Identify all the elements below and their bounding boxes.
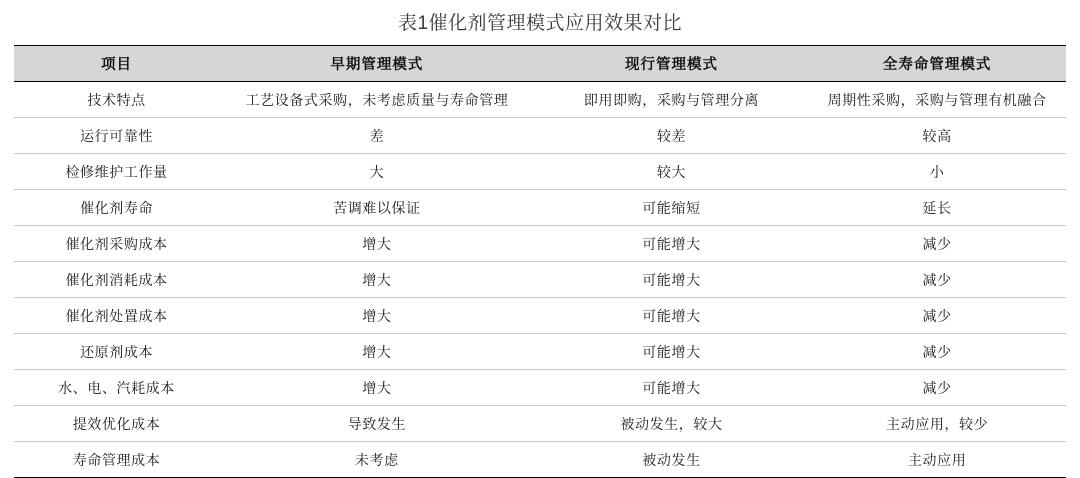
cell-lifecycle-mode: 周期性采购，采购与管理有机融合 bbox=[808, 82, 1066, 118]
table-row bbox=[14, 442, 1066, 478]
cell-current-mode: 可能增大 bbox=[535, 262, 809, 298]
table-row bbox=[14, 82, 1066, 118]
row-label: 水、电、汽耗成本 bbox=[14, 370, 219, 406]
cell-lifecycle-mode: 主动应用 bbox=[808, 442, 1066, 478]
table-row bbox=[14, 226, 1066, 262]
cell-lifecycle-mode: 主动应用，较少 bbox=[808, 406, 1066, 442]
cell-current-mode: 可能增大 bbox=[535, 226, 809, 262]
table-row bbox=[14, 370, 1066, 406]
cell-early-mode: 增大 bbox=[219, 262, 535, 298]
cell-early-mode: 增大 bbox=[219, 370, 535, 406]
cell-lifecycle-mode: 减少 bbox=[808, 298, 1066, 334]
table-body bbox=[14, 82, 1066, 478]
row-label: 催化剂采购成本 bbox=[14, 226, 219, 262]
row-label: 催化剂寿命 bbox=[14, 190, 219, 226]
row-label: 催化剂消耗成本 bbox=[14, 262, 219, 298]
cell-current-mode: 可能缩短 bbox=[535, 190, 809, 226]
row-label: 检修维护工作量 bbox=[14, 154, 219, 190]
row-label: 催化剂处置成本 bbox=[14, 298, 219, 334]
cell-lifecycle-mode: 延长 bbox=[808, 190, 1066, 226]
table-header-row bbox=[14, 46, 1066, 82]
column-header-early-mode: 早期管理模式 bbox=[219, 46, 535, 82]
cell-current-mode: 被动发生，较大 bbox=[535, 406, 809, 442]
cell-early-mode: 增大 bbox=[219, 226, 535, 262]
table-row bbox=[14, 298, 1066, 334]
table-header bbox=[14, 46, 1066, 82]
cell-early-mode: 未考虑 bbox=[219, 442, 535, 478]
cell-current-mode: 可能增大 bbox=[535, 298, 809, 334]
row-label: 提效优化成本 bbox=[14, 406, 219, 442]
table-container bbox=[0, 45, 1080, 478]
row-label: 运行可靠性 bbox=[14, 118, 219, 154]
cell-early-mode: 增大 bbox=[219, 334, 535, 370]
table-row bbox=[14, 406, 1066, 442]
cell-early-mode: 差 bbox=[219, 118, 535, 154]
cell-early-mode: 导致发生 bbox=[219, 406, 535, 442]
cell-current-mode: 即用即购，采购与管理分离 bbox=[535, 82, 809, 118]
row-label: 技术特点 bbox=[14, 82, 219, 118]
table-title: 表1催化剂管理模式应用效果对比 bbox=[397, 13, 683, 34]
column-header-current-mode: 现行管理模式 bbox=[535, 46, 809, 82]
cell-early-mode: 工艺设备式采购，未考虑质量与寿命管理 bbox=[219, 82, 535, 118]
cell-lifecycle-mode: 减少 bbox=[808, 334, 1066, 370]
cell-current-mode: 被动发生 bbox=[535, 442, 809, 478]
cell-current-mode: 可能增大 bbox=[535, 334, 809, 370]
cell-current-mode: 较差 bbox=[535, 118, 809, 154]
cell-early-mode: 苦调难以保证 bbox=[219, 190, 535, 226]
cell-lifecycle-mode: 减少 bbox=[808, 262, 1066, 298]
row-label: 寿命管理成本 bbox=[14, 442, 219, 478]
cell-lifecycle-mode: 减少 bbox=[808, 226, 1066, 262]
cell-early-mode: 增大 bbox=[219, 298, 535, 334]
cell-lifecycle-mode: 较高 bbox=[808, 118, 1066, 154]
cell-current-mode: 较大 bbox=[535, 154, 809, 190]
cell-early-mode: 大 bbox=[219, 154, 535, 190]
cell-lifecycle-mode: 小 bbox=[808, 154, 1066, 190]
catalyst-management-comparison-table bbox=[14, 45, 1066, 478]
table-row bbox=[14, 190, 1066, 226]
column-header-item: 项目 bbox=[14, 46, 219, 82]
cell-current-mode: 可能增大 bbox=[535, 370, 809, 406]
table-row bbox=[14, 118, 1066, 154]
table-row bbox=[14, 262, 1066, 298]
table-row bbox=[14, 154, 1066, 190]
column-header-lifecycle-mode: 全寿命管理模式 bbox=[808, 46, 1066, 82]
cell-lifecycle-mode: 减少 bbox=[808, 370, 1066, 406]
row-label: 还原剂成本 bbox=[14, 334, 219, 370]
table-row bbox=[14, 334, 1066, 370]
